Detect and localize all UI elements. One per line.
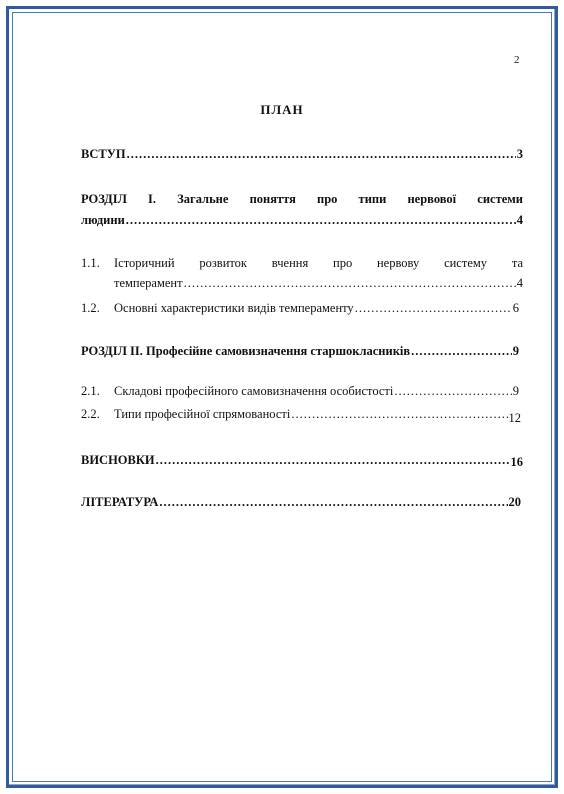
toc-entry-label: РОЗДІЛ І. Загальне поняття про типи нервової системи	[81, 192, 523, 206]
leader-dots	[291, 406, 507, 423]
toc-entry-label: Історичний розвиток вчення про нервову систему та	[114, 256, 523, 270]
toc-entry-2-1	[81, 383, 523, 401]
toc-entry-1-1	[81, 255, 523, 295]
toc-entry-label: Основні характеристики видів темпераменту	[114, 301, 354, 315]
leader-dots	[127, 146, 516, 163]
toc-entry-label-cont: людини	[81, 213, 125, 227]
toc-entry-label: Типи професійної спрямованості	[114, 407, 291, 421]
toc-entry-label-cont: темперамент	[114, 276, 183, 290]
toc-entry-label: Складові професійного самовизначення особистості	[114, 384, 394, 398]
toc-entry-label: ВИСНОВКИ	[81, 453, 155, 467]
toc-entry-number: 1.1.	[81, 256, 100, 270]
leader-dots	[159, 494, 507, 511]
page-number: 2	[514, 54, 520, 66]
toc-entry-page: 4	[516, 276, 523, 290]
toc-entry-page: 4	[516, 213, 523, 227]
leader-dots	[156, 452, 510, 469]
page-title: ПЛАН	[260, 102, 304, 117]
toc-entry-label: ЛІТЕРАТУРА	[81, 495, 159, 509]
toc-entry-page: 6	[512, 301, 519, 315]
toc-entry-2-2	[81, 406, 523, 424]
toc-entry-label: ВСТУП	[81, 147, 126, 161]
toc-entry-page: 16	[510, 455, 523, 469]
toc-entry-page: 9	[512, 344, 519, 358]
toc-entry-label: РОЗДІЛ ІІ. Професійне самовизначення старшокласників	[81, 344, 411, 358]
leader-dots	[126, 212, 516, 229]
toc-entry-number: 1.2.	[81, 301, 100, 315]
toc-entry-page: 12	[508, 411, 521, 425]
toc-entry-literature	[81, 494, 521, 511]
toc-entry-conclusions	[81, 452, 523, 469]
toc-entry-intro	[81, 146, 523, 163]
toc-entry-page: 3	[516, 147, 523, 161]
toc-entry-page: 20	[508, 495, 521, 509]
leader-dots	[411, 343, 512, 360]
toc-entry-number: 2.2.	[81, 407, 100, 421]
leader-dots	[394, 383, 511, 400]
toc-entry-1-2	[81, 300, 523, 318]
toc-entry-section2	[81, 343, 519, 360]
toc-entry-section1	[81, 191, 523, 229]
toc-entry-number: 2.1.	[81, 384, 100, 398]
toc-entry-page: 9	[512, 384, 519, 398]
leader-dots	[355, 300, 512, 317]
leader-dots	[184, 275, 516, 292]
